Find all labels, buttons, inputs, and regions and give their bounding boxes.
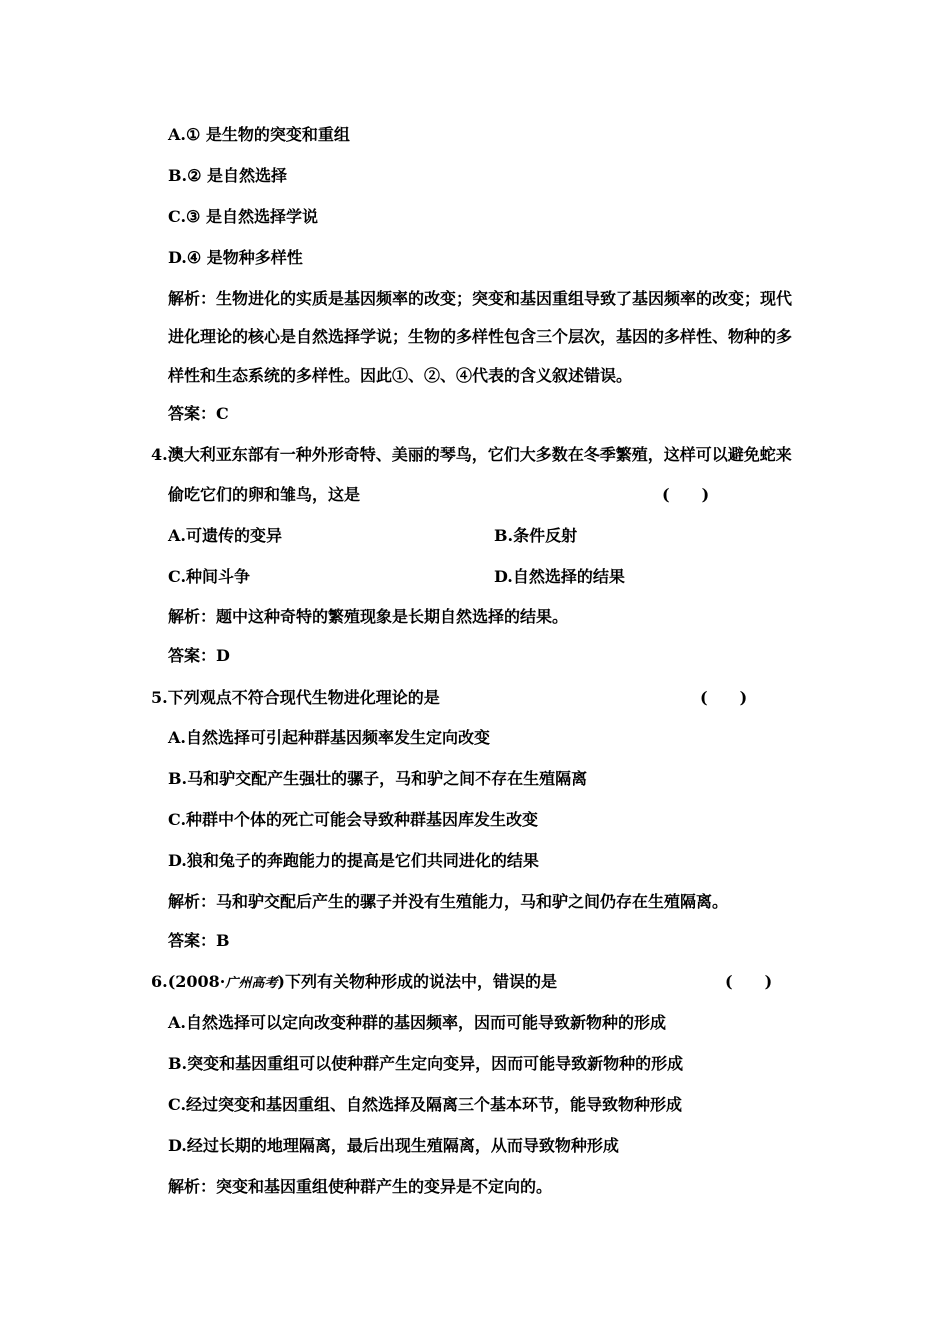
q6-source: 广州高考 [225, 976, 278, 991]
q3-option-a: A.① 是生物的突变和重组 [168, 125, 350, 144]
q6-answer-blank: ( ) [725, 972, 773, 991]
q3-option-d: D.④ 是物种多样性 [168, 248, 303, 267]
q3-analysis-line-2: 进化理论的核心是自然选择学说；生物的多样性包含三个层次，基因的多样性、物种的多 [168, 327, 793, 346]
q5-stem: 5.下列观点不符合现代生物进化理论的是 [151, 688, 440, 707]
q3-option-c: C.③ 是自然选择学说 [168, 207, 318, 226]
q5-analysis: 解析：马和驴交配后产生的骡子并没有生殖能力，马和驴之间仍存在生殖隔离。 [168, 892, 729, 911]
q5-option-c: C.种群中个体的死亡可能会导致种群基因库发生改变 [168, 810, 539, 829]
q4-stem-line-2: 偷吃它们的卵和雏鸟，这是 [168, 485, 361, 504]
q6-stem-prefix: 6.(2008· [151, 972, 226, 991]
q4-option-b: B.条件反射 [494, 526, 578, 545]
q3-analysis-line-1: 解析：生物进化的实质是基因频率的改变；突变和基因重组导致了基因频率的改变；现代 [168, 289, 793, 308]
q4-option-d: D.自然选择的结果 [494, 567, 625, 586]
q4-option-a: A.可遗传的变异 [168, 526, 282, 545]
q5-option-a: A.自然选择可引起种群基因频率发生定向改变 [168, 728, 490, 747]
q6-option-c: C.经过突变和基因重组、自然选择及隔离三个基本环节，能导致物种形成 [168, 1095, 683, 1114]
q6-option-b: B.突变和基因重组可以使种群产生定向变异，因而可能导致新物种的形成 [168, 1054, 684, 1073]
q4-stem-line-1: 4.澳大利亚东部有一种外形奇特、美丽的琴鸟，它们大多数在冬季繁殖，这样可以避免蛇来 [151, 445, 792, 464]
q6-option-a: A.自然选择可以定向改变种群的基因频率，因而可能导致新物种的形成 [168, 1013, 666, 1032]
q5-option-d: D.狼和兔子的奔跑能力的提高是它们共同进化的结果 [168, 851, 539, 870]
q4-answer-blank: ( ) [662, 485, 710, 504]
q4-analysis: 解析：题中这种奇特的繁殖现象是长期自然选择的结果。 [168, 607, 569, 626]
q5-option-b: B.马和驴交配产生强壮的骡子，马和驴之间不存在生殖隔离 [168, 769, 588, 788]
q4-option-c: C.种间斗争 [168, 567, 251, 586]
q3-analysis-line-3: 样性和生态系统的多样性。因此①、②、④代表的含义叙述错误。 [168, 366, 633, 385]
q5-answer: 答案：B [168, 931, 230, 950]
q6-stem [151, 972, 557, 994]
q3-answer: 答案：C [168, 404, 229, 423]
q4-answer: 答案：D [168, 646, 230, 665]
q3-option-b: B.② 是自然选择 [168, 166, 288, 185]
q6-analysis: 解析：突变和基因重组使种群产生的变异是不定向的。 [168, 1177, 553, 1196]
q6-option-d: D.经过长期的地理隔离，最后出现生殖隔离，从而导致物种形成 [168, 1136, 619, 1155]
q6-stem-suffix: )下列有关物种形成的说法中，错误的是 [277, 972, 557, 991]
q5-answer-blank: ( ) [700, 688, 748, 707]
